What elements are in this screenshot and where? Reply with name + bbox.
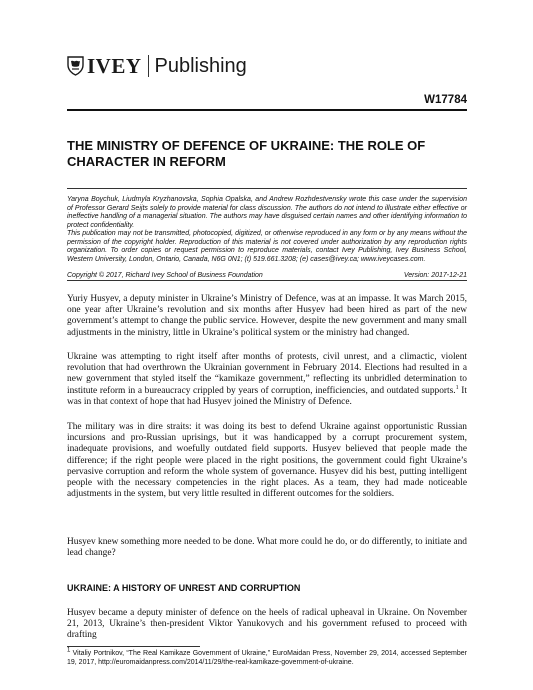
footnote-number: 1 (67, 647, 71, 654)
footnote (67, 647, 467, 668)
title-rule (67, 188, 467, 189)
paragraph-military: The military was in dire straits: it was doing its best to defend Ukraine against opportunistic Russian incursions and pro-Russian uprisings, but it was handicapped by a corrupt procurement system, inadequate provisions, and woefully outdated field supports. Husyev believed that people made the difference; if the right people were placed in the right positions, the government could fight Ukraine’s pervasive corruption and reform the whole system of governance. Husyev did his best, putting intelligent people with the necessary competencies in the right places. As a team, they had made noticeable adjustments in the system, but very little resulted in different outcomes for the soldiers. (67, 422, 467, 500)
footnote-marker[interactable]: 1 (455, 384, 459, 391)
copyright-rule (67, 280, 467, 281)
case-title: THE MINISTRY OF DEFENCE OF UKRAINE: THE ROLE OF CHARACTER IN REFORM (67, 138, 426, 169)
section-heading: UKRAINE: A HISTORY OF UNREST AND CORRUPTION (67, 583, 301, 593)
paragraph-context-text: Ukraine was attempting to right itself after months of protests, civil unrest, and a climactic, violent revolution that had overthrown the Ukrainian government in February 2014. Elections had resulted in a new government that styled itself the “kamikaze government,” reflecting its unbridled determination to institute reform in a bureaucracy crippled by years of corruption, inefficiencies, and outdated supports. (67, 352, 467, 396)
version-text: Version: 2017-12-21 (403, 272, 467, 279)
permission-note: This publication may not be transmitted, photocopied, digitized, or otherwise reproduced in any form or by any means without the permission of the copyright holder. Reproduction of this material is not covered under authorization by any reproduction rights organization. To order copies or request permission to reproduce materials, contact Ivey Publishing, Ivey Business School, Western University, London, Ontario, Canada, N6G 0N1; (t) 519.661.3208; (e) cases@ivey.ca; www.iveycases.com. (67, 230, 467, 263)
authors-note: Yaryna Boychuk, Liudmyla Kryzhanovska, Sophia Opalska, and Andrew Rozhdestvensky wrote this case under the supervision of Professor Gerard Seijts solely to provide material for class discussion. The authors do not intend to illustrate either effective or ineffective handling of a managerial situation. The authors may have disguised certain names and other identifying information to protect confidentiality. (67, 196, 467, 229)
publisher-name: Publishing (154, 55, 247, 77)
copyright-row (67, 271, 467, 280)
crest-icon (67, 56, 84, 76)
header-rule (67, 109, 467, 111)
copyright-text: Copyright © 2017, Richard Ivey School of Business Foundation (67, 272, 263, 279)
paragraph-intro: Yuriy Husyev, a deputy minister in Ukraine’s Ministry of Defence, was at an impasse. It was March 2015, one year after Ukraine’s revolution and six months after Husyev had been hired as part of the new government’s attempt to change the public service. However, despite the new government and many small adjustments in the ministry, little in Ukraine’s political system or the ministry had changed. (67, 294, 467, 338)
brand-name: IVEY (87, 54, 142, 78)
case-number: W17784 (424, 94, 467, 106)
footnote-rule (67, 646, 200, 647)
footnote-text: Vitaliy Portnikov, “The Real Kamikaze Government of Ukraine,” EuroMaidan Press, November 29, 2014, accessed September 19, 2017, http://euromaidanpress.com/2014/11/29/the-real-kamikaze-government-of-ukraine. (67, 650, 467, 666)
paragraph-question: Husyev knew something more needed to be done. What more could he do, or do differently, to initiate and lead change? (67, 537, 467, 559)
ivey-publishing-logo (67, 54, 247, 78)
logo-divider (148, 55, 149, 77)
paragraph-context (67, 352, 467, 408)
paragraph-context-tail: It was in that context of hope that had Husyev joined the Ministry of Defence. (67, 385, 467, 407)
paragraph-history: Husyev became a deputy minister of defence on the heels of radical upheaval in Ukraine. On November 21, 2013, Ukraine’s then-president Viktor Yanukovych and his government refused to proceed with drafting (67, 608, 467, 641)
